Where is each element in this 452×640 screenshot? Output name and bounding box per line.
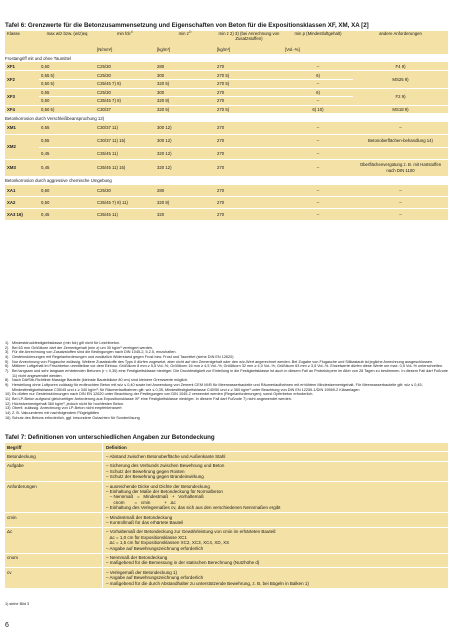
footnote: 6) Mittlerer Luftgehalt im Frischbeton unmittelbar vor dem Einbau: Größtkorn 8 mm ≥ 5,5 Vol.-%; Größtkorn 16 mm ≥ 4,5 Vol.-%; Größtkorn 32 mm ≥ 4,0 Vol.-%; Größtkorn 63 mm ≥ 3,5 Vol.-%. Einzelwerte dürfen diese Werte um max. 0,5 Vol.-% unterschreiten. [5, 364, 444, 369]
footnote: 7) Bei langsam und sehr langsam erhärtenden Betonen (r < 0,30) eine Festigkeitsklasse niedriger. Die Druckfestigkeit zur Einteilung in die Festigkeitsklasse ist auch in diesem Fall an Probekörpern im Alter von 28 Tagen zu bestimmen. In diesem Fall darf Fußnote 11) nicht angewendet werden. [5, 368, 448, 378]
table-row: XM3 0,45 C35/45 11) 15) 320 12) 270 – Oberflächenvergütung z. B. mit Hartstoffen nach DIN 1100 [5, 159, 448, 176]
definition-line: – Nennmaß = Mindestmaß + Vorhaltemaß [106, 494, 204, 500]
definition-line: cnom = cmin + Δc [106, 499, 176, 505]
header-other: andere Anforderungen [379, 31, 422, 36]
footnote: 5) Nur Anrechnung von Flugasche zulässig. Weitere Zusatzstoffe des Typs II dürfen zugesetzt, aber nicht auf den Zementgehalt oder den w/z-Wert angerechnet werden. Bei Zugabe von Flugasche und Silikastaub ist jegliche Anrechnung ausgeschlossen. [5, 359, 434, 364]
section-chemical: Betonkorrosion durch aggressive chemische Umgebung [5, 176, 448, 184]
definition-line: – maßgebend für die durch Abstandhalter zu unterstützende Bewehrung, z. B. bei Bügeln in Balken 1) [106, 580, 309, 586]
unit-fck: [N/mm²] [95, 46, 155, 54]
table6 [5, 31, 448, 221]
definition-text [103, 482, 448, 512]
table7-row [5, 462, 448, 482]
definition-text [103, 554, 448, 568]
footnote: 1) Mindestdruckfestigkeitsklasse (min fck) gilt nicht für Leichtbeton. [5, 341, 121, 345]
header-klasse: Klasse [7, 31, 20, 36]
definition-line: – Einhaltung der Maße der Betondeckung für Normalbeton [106, 488, 223, 494]
header-p: min p (Mindestluftgehalt) [294, 31, 342, 36]
definition-term: Aufgabe [5, 462, 103, 481]
footnote: 8) Nach DAfStb-Richtlinie Massige Bauteile (kleinste Bauteildicke 80 cm) sind kleinere Grenzwerte möglich. [5, 378, 189, 383]
header-term: Begriff [5, 443, 103, 451]
footnote: 9) Herstellung ohne Luftporen zulässig für erdfeuchten Beton mit w/z ≤ 0,40 sowie bei Anwendung von Zement CEM I/II/B für Meerwasserbauteile und Räumerlaufbahnen mit erhöhtem Mindestzementgehalt. Für Meerwasserbauteile gilt: w/z ≤ 0,45, Mindestfestigkeitsklasse C35/45 und z ≥ 340 kg/m³; für Räumerlaufbahnen gilt: w/z ≤ 0,35, Mindestfestigkeitsklasse C40/50 und z ≥ 360 kg/m³ unter Beachtung von DIN EN 12255-1/DIN 19569-2 Kläranlagen [5, 382, 423, 392]
definition-text [103, 528, 448, 553]
definition-line: Δc = 1,5 cm für Expositionsklassen XC2, XC3, XC4, XD, XS [106, 540, 230, 546]
definition-line: – Sicherung des Verbunds zwischen Bewehrung und Beton [106, 463, 225, 469]
definition-term: Anforderungen [5, 482, 103, 512]
table-row: XF4 0,50 5) C30/37 320 5) 270 5) 6) 10) MS18 9) [5, 105, 448, 114]
definition-text [103, 452, 448, 460]
definition-line: – ausreichende Dicke und Dichte der Betondeckung [106, 483, 210, 489]
definition-line: – maßgebend für die Bemessung in der statischen Berechnung (Nutzhöhe d) [106, 560, 260, 566]
table-row: 0,45 C35/45 11) 320 12) 270 – [5, 147, 448, 159]
header-wz: max w/z bzw. (w/z)eq [46, 31, 88, 36]
definition-line: – Schutz der Bewehrung gegen Rosten [106, 468, 185, 474]
table-row: XF3 0,55 C25/30 300 270 6) F2 9) [5, 88, 448, 97]
unit-p: [Vol.-%] [283, 46, 353, 54]
definition-line: – Angabe auf Bewehrungszeichnung erforderlich [106, 575, 204, 581]
table-row: 0,50 5) C35/45 7) 8) 320 5) 270 5) – [5, 80, 448, 89]
footnote: 14) Z. B. Vakuumieren mit nachfolgendem Flügelglätten [5, 410, 100, 415]
definition-text [103, 568, 448, 587]
definition-line: – Abstand zwischen Betonoberfläche und Außenkante Stahl [106, 453, 226, 459]
definition-line: Δc = 1,0 cm für Expositionsklasse XC1 [106, 534, 187, 540]
table6-title: Tafel 6: Grenzwerte für die Betonzusammensetzung und Eigenschaften von Beton für die Expositionsklassen XF, XM, XA [2] [5, 22, 369, 29]
definition-line: – Einhaltung des Verlegemaßes cv, das sich aus den verschiedenen Nennmaßen ergibt [106, 505, 281, 511]
definition-text [103, 513, 448, 527]
table-row: XA2 0,50 C35/45 7) 8) 11) 320 8) 270 – – [5, 197, 448, 209]
table7-row [5, 452, 448, 461]
table-row: XA3 16) 0,45 C35/45 11) 320 270 – – [5, 209, 448, 221]
definition-term: Betondeckung [5, 452, 103, 460]
table-row: XF2 0,55 5) C25/30 300 270 5) 6) MS25 9) [5, 71, 448, 80]
table7-row [5, 482, 448, 513]
table7-row [5, 513, 448, 528]
definition-term: cv [5, 568, 103, 587]
definition-line: – Mindestmaß der Betondeckung [106, 514, 173, 520]
footnote: 12) Höchstzementgehalt 360 kg/m³, jedoch nicht für hochfesten Beton. [5, 401, 125, 406]
footnote: 3) Für die Anrechnung von Zusatzstoffen sind die Bedingungen nach DIN 1045-2, 5.2.5, einzuhalten. [5, 350, 177, 355]
table7-header [5, 443, 448, 452]
table-row: XM1 0,55 C30/37 11) 300 12) 270 – – [5, 122, 448, 134]
definition-line: – Nennmaß der Betondeckung [106, 555, 168, 560]
unit-z: [kg/m³] [155, 46, 215, 54]
section-frost: Frostangriff mit und ohne Taumittel [5, 54, 448, 62]
section-wear: Betonkorrosion durch Verschleißbeanspruchung 13) [5, 114, 448, 122]
table7-title: Tafel 7: Definitionen von unterschiedlichen Angaben zur Betondeckung [5, 434, 215, 441]
definition-line: – Angabe auf Bewehrungszeichnung erforderlich [106, 545, 204, 551]
unit-zadd: [kg/m³] [215, 46, 283, 54]
header-zadd: min z 2) 3) (bei Anrechnung von Zusatzstoffen) [218, 31, 280, 42]
footnote: 11) Bei LP-Beton aufgrund gleichzeitiger Anforderung aus Expositionsklasse XF eine Festigkeitsklasse niedriger. In diesem Fall darf Fußnote 7) nicht angewendet werden. [5, 396, 292, 401]
table-row: 0,50 C35/45 7) 8) 320 8) 270 – [5, 97, 448, 106]
footnote: 16) Schutz des Betons erforderlich, ggf. besondere Gutachten für Sonderlösung [5, 415, 140, 420]
definition-line: – Kontrollmaß für das erhärtete Bauteil [106, 519, 184, 525]
table-row: XA1 0,60 C25/30 280 270 – – [5, 185, 448, 197]
footnotes [5, 341, 448, 420]
definition-line: – Schutz der Bewehrung gegen Brandeinwirkung [106, 474, 204, 480]
table-row: XF1 0,60 C25/30 280 270 – F4 9) [5, 62, 448, 71]
table7-row [5, 568, 448, 588]
page-number: 6 [5, 622, 9, 629]
definition-term: cnom [5, 554, 103, 568]
table7 [5, 443, 448, 589]
definition-line: – Verlegemaß der Betondeckung 1) [106, 569, 178, 575]
footnote: 13) Oberfl. zulässig. Anrechnung von LP-Beton nicht empfehlenswert [5, 406, 122, 411]
header-fck: min fck$^{1)}$ [116, 29, 134, 36]
definition-term: Δc [5, 528, 103, 553]
header-z: $\min z^{2)}$ [178, 29, 192, 36]
definition-line: – Vorhaltemaß der Betondeckung zur Gewährleistung von cmin im erhärteten Bauteil: [106, 529, 277, 535]
table7-row [5, 554, 448, 569]
footnote: 2) Bei 63 mm Größtkorn darf der Zementgehalt (min z) um 30 kg/m³ verringert werden. [5, 345, 154, 350]
footnote: 10) Es dürfen nur Gesteinskörnungen nach DIN EN 12620 unter Beachtung der Festlegungen von DIN 1045-2 verwendet werden (Regelanforderungen); sonst Opferbeton erforderlich. [5, 392, 314, 397]
footnote: 4) Gesteinskörnungen mit Regelanforderungen und zusätzlich Widerstand gegen Frost bzw. Frost und Taumittel (siehe DIN EN 12620) [5, 354, 234, 359]
table-row: XM2 0,55 C30/37 11) 15) 300 12) 270 – Betonoberflächen-behandlung 14) [5, 134, 448, 147]
definition-term: cmin [5, 513, 103, 527]
table7-row [5, 528, 448, 554]
header-definition: Definition [106, 444, 127, 450]
footer-note: 1) siehe Bild 3 [5, 602, 30, 606]
definition-text [103, 462, 448, 481]
